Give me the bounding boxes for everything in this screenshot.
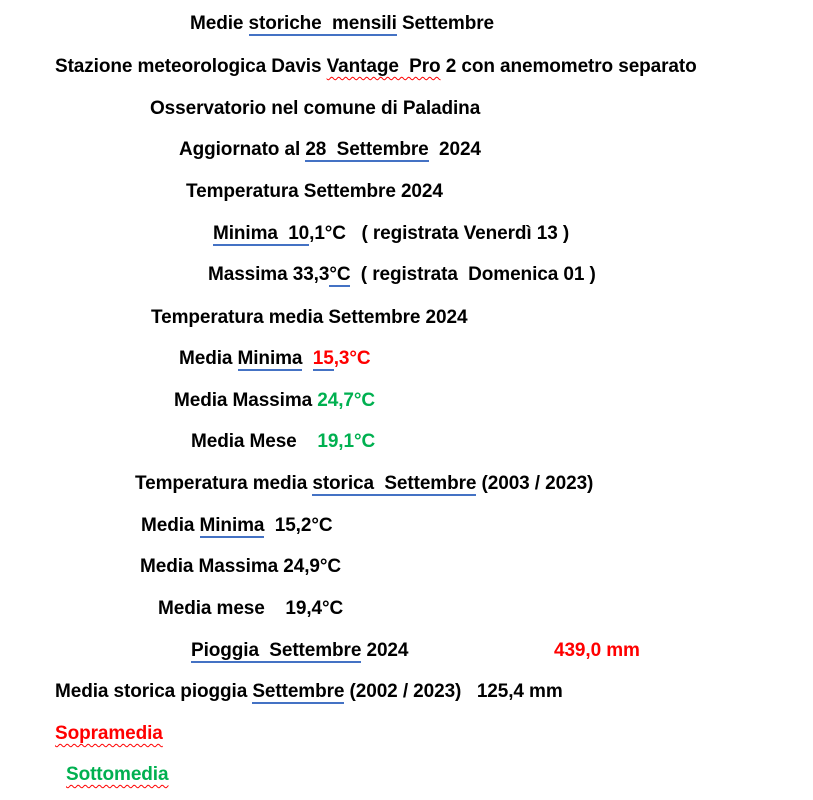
updated-date: 28 Settembre	[305, 139, 429, 160]
temp-2024-max-line	[208, 263, 596, 287]
temp-2024-min-part-1: Minima 10	[213, 223, 310, 244]
historical-heading-1: Temperatura media	[135, 473, 313, 494]
temp-2024-heading: Temperatura Settembre 2024	[186, 181, 443, 202]
avg-2024-heading: Temperatura media Settembre 2024	[151, 307, 468, 328]
station-part-1: Stazione meteorologica Davis	[55, 56, 327, 77]
avg-min-label-3	[302, 348, 312, 369]
temp-2024-max-part-2: °C	[329, 264, 351, 285]
title-part-3: Settembre	[396, 13, 494, 34]
rain-historical-line	[55, 680, 563, 704]
legend-above-average	[55, 722, 163, 746]
temp-2024-max-part-3: ( registrata Domenica 01 )	[350, 264, 596, 285]
temp-2024-min-part-2: ,1°C ( registrata Venerdì 13 )	[309, 223, 570, 244]
avg-min-value-2: ,3°C	[333, 348, 371, 369]
rain-label-1: Pioggia Settembre	[191, 640, 362, 661]
rain-hist-3: (2002 / 2023) 125,4 mm	[344, 681, 563, 702]
avg-2024-max-line	[174, 389, 375, 413]
historical-min-3: 15,2°C	[264, 515, 333, 536]
rain-2024-value: 439,0 mm	[554, 640, 640, 661]
historical-min-line	[141, 514, 332, 538]
updated-part-3: 2024	[428, 139, 481, 160]
temp-2024-min-line	[213, 222, 569, 246]
station-line	[55, 55, 697, 79]
legend-below-average	[66, 763, 168, 787]
updated-part-1: Aggiornato al	[179, 139, 306, 160]
avg-min-value-1: 15	[312, 348, 334, 369]
observatory-line: Osservatorio nel comune di Paladina	[150, 98, 481, 119]
avg-month-value: 19,1°C	[317, 431, 376, 452]
historical-heading-3: (2003 / 2023)	[476, 473, 594, 494]
avg-max-label: Media Massima	[174, 390, 318, 411]
updated-line	[179, 138, 481, 162]
historical-min-1: Media	[141, 515, 200, 536]
avg-max-value: 24,7°C	[317, 390, 375, 411]
avg-min-label-2: Minima	[237, 348, 303, 369]
historical-min-2: Minima	[199, 515, 265, 536]
avg-2024-month-line	[191, 430, 375, 454]
avg-2024-min-line	[179, 347, 370, 371]
station-part-2: Vantage Pro	[326, 56, 441, 77]
rain-label-2: 2024	[361, 640, 409, 661]
temp-2024-max-part-1: Massima 33,3	[208, 264, 330, 285]
title-part-1: Medie	[190, 13, 249, 34]
page-title	[190, 12, 494, 36]
historical-heading-2: storica Settembre	[312, 473, 477, 494]
legend-above-label: Sopramedia	[55, 723, 163, 744]
historical-max-line: Media Massima 24,9°C	[140, 556, 341, 577]
rain-hist-2: Settembre	[252, 681, 345, 702]
legend-below-label: Sottomedia	[66, 764, 169, 785]
station-part-3: 2 con anemometro separato	[440, 56, 697, 77]
historical-heading	[135, 472, 593, 496]
avg-min-label-1: Media	[179, 348, 238, 369]
rain-2024-line	[191, 639, 408, 663]
title-part-2: storiche mensili	[248, 13, 397, 34]
historical-month-line: Media mese 19,4°C	[158, 598, 344, 619]
avg-month-label: Media Mese	[191, 431, 318, 452]
rain-hist-1: Media storica pioggia	[55, 681, 253, 702]
